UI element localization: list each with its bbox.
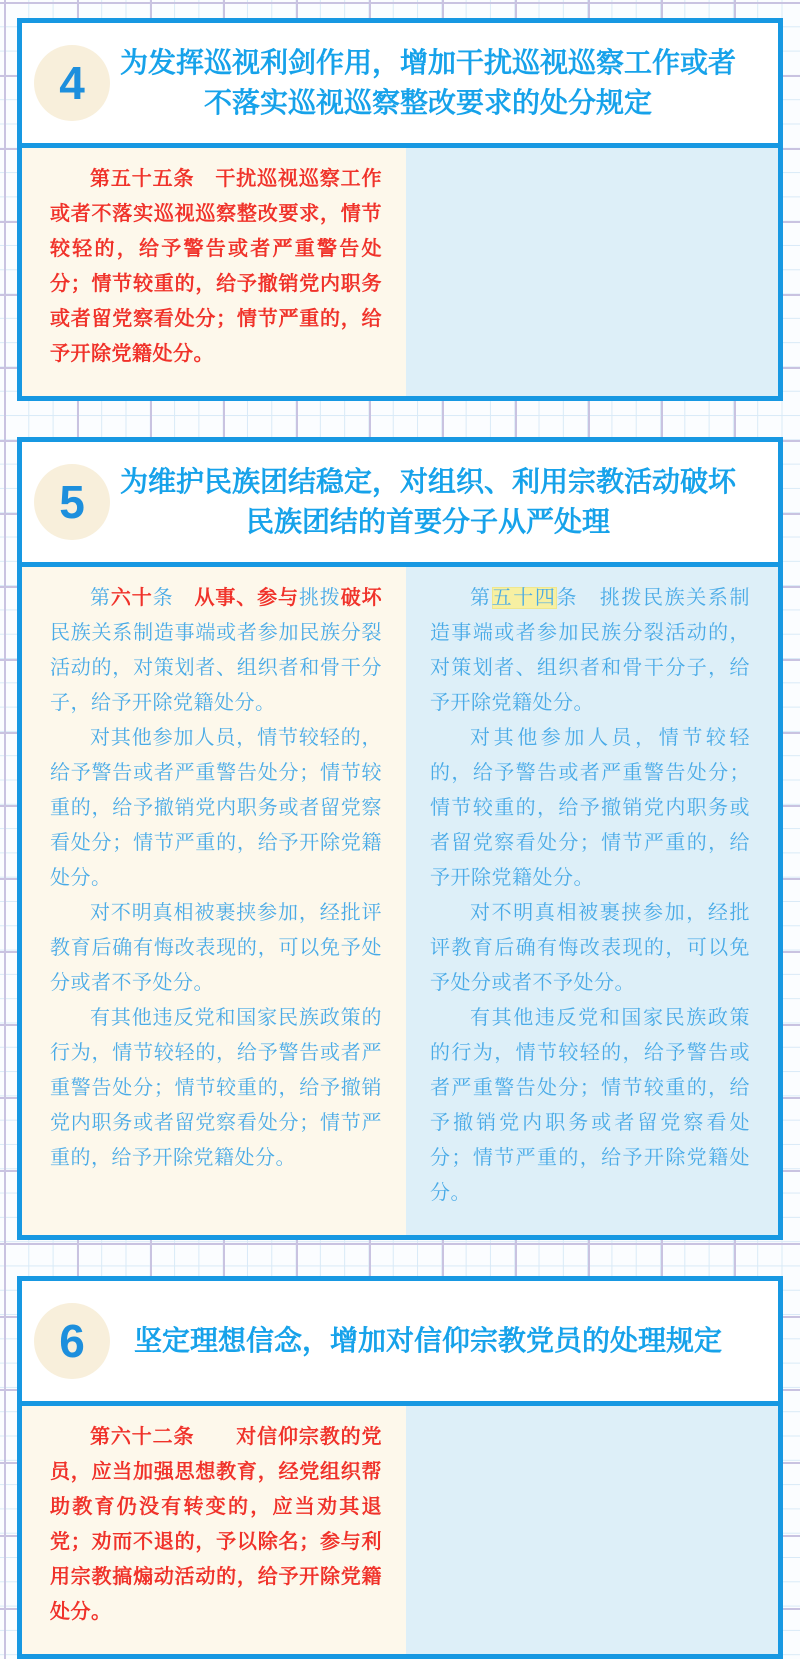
paragraph xyxy=(50,581,382,721)
regulation-card-5 xyxy=(17,437,783,1240)
text-run-blue: 对其他参加人员，情节较轻的，给予警告或者严重警告处分；情节较重的，给予撤销党内职务或者留党察看处分；情节严重的，给予开除党籍处分。 xyxy=(50,727,383,889)
paragraph xyxy=(50,1001,382,1176)
paragraph xyxy=(50,1420,382,1630)
card-body xyxy=(22,1401,778,1654)
text-run-blue: 挑拨 xyxy=(298,587,341,609)
card-body xyxy=(22,562,778,1235)
text-run-blue: 有其他违反党和国家民族政策的行为，情节较轻的，给予警告或者严重警告处分；情节较重的，给予撤销党内职务或者留党察看处分；情节严重的，给予开除党籍处分。 xyxy=(50,1007,383,1169)
card-number-badge: 6 xyxy=(34,1303,110,1379)
card-body xyxy=(22,143,778,396)
text-run-blue: 有其他违反党和国家民族政策的行为，情节较轻的，给予警告或者严重警告处分；情节较重的，给予撤销党内职务或者留党察看处分；情节严重的，给予开除党籍处分。 xyxy=(430,1007,750,1204)
paragraph xyxy=(430,581,750,721)
old-regulation-column xyxy=(406,567,778,1235)
text-run-blue: 第 xyxy=(90,587,111,609)
text-run-red: 第五十五条 干扰巡视巡察工作或者不落实巡视巡察整改要求，情节较轻的，给予警告或者严重警告处分；情节较重的，给予撤销党内职务或者留党察看处分；情节严重的，给予开除党籍处分。 xyxy=(50,168,383,365)
text-run-blue: 对不明真相被裹挟参加，经批评教育后确有悔改表现的，可以免予处分或者不予处分。 xyxy=(430,902,750,994)
card-number-badge: 5 xyxy=(34,464,110,540)
new-regulation-column xyxy=(22,148,406,396)
text-run-hl: 五十四 xyxy=(491,587,557,609)
text-run-blue: 条 xyxy=(152,587,195,609)
card-title: 坚定理想信念，增加对信仰宗教党员的处理规定 xyxy=(133,1325,722,1356)
card-header xyxy=(22,1281,778,1401)
text-run-blue: 对其他参加人员，情节较轻的，给予警告或者严重警告处分；情节较重的，给予撤销党内职务或者留党察看处分；情节严重的，给予开除党籍处分。 xyxy=(430,727,750,889)
paragraph xyxy=(430,721,750,896)
text-run-red: 六十 xyxy=(110,587,153,609)
regulation-card-6 xyxy=(17,1276,783,1659)
text-run-blue: 民族关系制造事端或者参加民族分裂活动的，对策划者、组织者和骨干分子，给予开除党籍处分。 xyxy=(50,622,383,714)
card-title: 为发挥巡视利剑作用，增加干扰巡视巡察工作或者不落实巡视巡察整改要求的处分规定 xyxy=(119,47,736,118)
cards-container xyxy=(17,18,783,1659)
card-header xyxy=(22,23,778,143)
old-regulation-column xyxy=(406,1406,778,1654)
card-header xyxy=(22,442,778,562)
text-run-blue: 第 xyxy=(470,587,492,609)
paragraph xyxy=(50,721,382,896)
card-number-badge: 4 xyxy=(34,45,110,121)
paragraph xyxy=(430,896,750,1001)
text-run-blue: 条 挑拨民族关系制造事端或者参加民族分裂活动的，对策划者、组织者和骨干分子，给予开除党籍处分。 xyxy=(430,587,750,714)
text-run-red: 破坏 xyxy=(340,587,383,609)
paragraph xyxy=(50,896,382,1001)
old-regulation-column xyxy=(406,148,778,396)
text-run-red: 第六十二条 对信仰宗教的党员，应当加强思想教育，经党组织帮助教育仍没有转变的，应当劝其退党；劝而不退的，予以除名；参与利用宗教搞煽动活动的，给予开除党籍处分。 xyxy=(50,1426,383,1623)
text-run-red: 从事、参与 xyxy=(194,587,299,609)
new-regulation-column xyxy=(22,567,406,1235)
card-title: 为维护民族团结稳定，对组织、利用宗教活动破坏民族团结的首要分子从严处理 xyxy=(119,466,736,537)
paragraph xyxy=(50,162,382,372)
text-run-blue: 对不明真相被裹挟参加，经批评教育后确有悔改表现的，可以免予处分或者不予处分。 xyxy=(50,902,383,994)
paragraph xyxy=(430,1001,750,1211)
regulation-card-4 xyxy=(17,18,783,401)
new-regulation-column xyxy=(22,1406,406,1654)
